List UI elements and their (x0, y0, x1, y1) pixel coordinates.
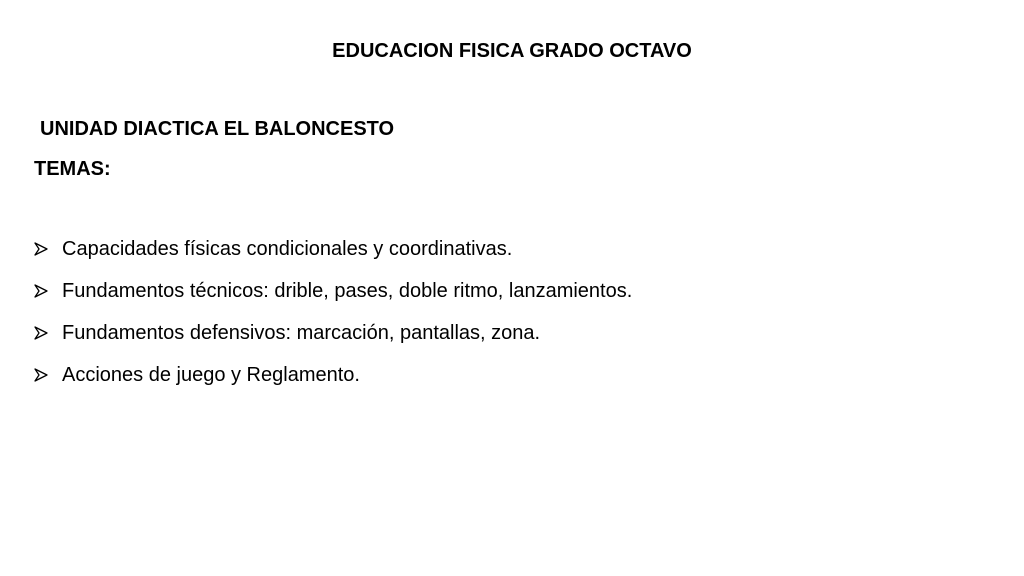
slide-title: EDUCACION FISICA GRADO OCTAVO (332, 40, 692, 62)
arrowhead-bullet-icon (34, 362, 62, 388)
topic-text: Acciones de juego y Reglamento. (62, 364, 360, 386)
arrowhead-bullet-icon (34, 320, 62, 346)
arrowhead-bullet-icon (34, 236, 62, 262)
list-item (34, 228, 632, 270)
topics-heading: TEMAS: (34, 158, 111, 180)
list-item (34, 354, 632, 396)
list-item (34, 312, 632, 354)
arrowhead-bullet-icon (34, 278, 62, 304)
topic-text: Fundamentos defensivos: marcación, pantallas, zona. (62, 322, 541, 344)
topic-text: Capacidades físicas condicionales y coordinativas. (62, 238, 513, 260)
unit-heading: UNIDAD DIACTICA EL BALONCESTO (40, 118, 395, 140)
list-item (34, 270, 632, 312)
topics-list (34, 228, 632, 396)
topic-text: Fundamentos técnicos: drible, pases, doble ritmo, lanzamientos. (62, 280, 633, 302)
